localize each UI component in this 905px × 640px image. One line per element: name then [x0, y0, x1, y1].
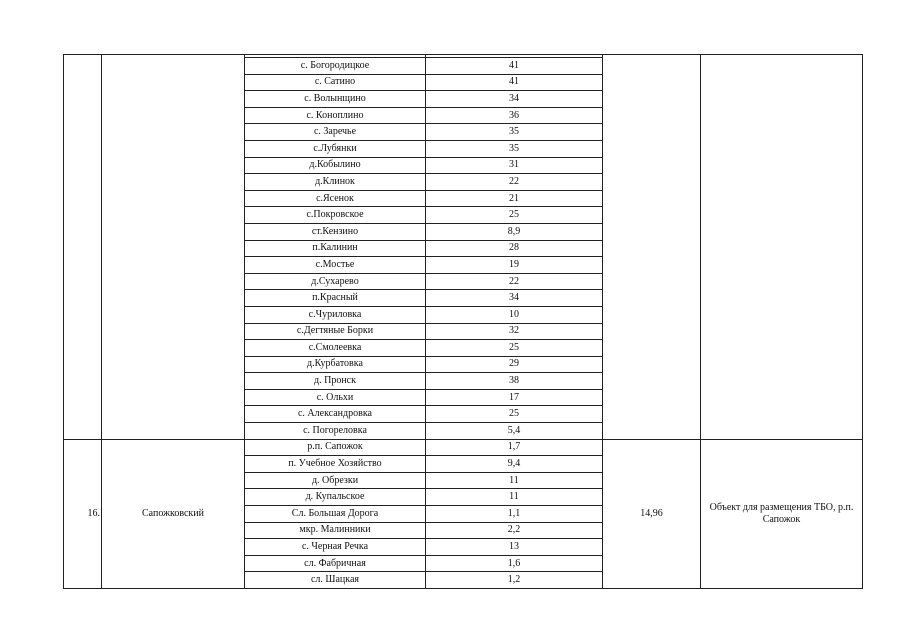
settlement-name: сл. Фабричная [245, 555, 426, 572]
settlement-distance: 25 [426, 207, 603, 224]
settlement-distance: 36 [426, 107, 603, 124]
settlement-name: п.Красный [245, 290, 426, 307]
settlement-distance: 1,2 [426, 572, 603, 589]
settlement-name: ст.Кензино [245, 223, 426, 240]
settlement-distance: 38 [426, 373, 603, 390]
settlement-distance: 41 [426, 74, 603, 91]
settlement-distance: 1,7 [426, 439, 603, 456]
settlement-distance: 19 [426, 257, 603, 274]
settlement-distance: 25 [426, 340, 603, 357]
settlement-distance: 1,1 [426, 506, 603, 523]
settlement-name: р.п. Сапожок [245, 439, 426, 456]
settlement-name: с.Лубянки [245, 140, 426, 157]
settlement-name: с. Сатино [245, 74, 426, 91]
settlement-name: с.Покровское [245, 207, 426, 224]
settlement-distance: 25 [426, 406, 603, 423]
settlement-distance: 31 [426, 157, 603, 174]
settlement-name: с. Погореловка [245, 423, 426, 440]
settlement-name: д. Пронск [245, 373, 426, 390]
settlement-distance: 17 [426, 389, 603, 406]
table-row [64, 439, 863, 456]
waste-object: Объект для размещения ТБО, р.п. Сапожок [701, 439, 863, 588]
settlement-distance: 28 [426, 240, 603, 257]
settlement-name: с.Ясенок [245, 190, 426, 207]
settlement-distance: 10 [426, 306, 603, 323]
settlement-distance: 2,2 [426, 522, 603, 539]
settlement-name: п. Учебное Хозяйство [245, 456, 426, 473]
settlement-name: Сл. Большая Дорога [245, 506, 426, 523]
settlement-name: д.Клинок [245, 174, 426, 191]
settlement-name: п.Калинин [245, 240, 426, 257]
average-distance-cell [603, 55, 701, 440]
settlement-name: д.Сухарево [245, 273, 426, 290]
settlement-distance: 5,4 [426, 423, 603, 440]
settlement-name: д. Купальское [245, 489, 426, 506]
settlement-distance: 22 [426, 273, 603, 290]
settlement-name: с. Коноплино [245, 107, 426, 124]
settlement-name: д. Обрезки [245, 472, 426, 489]
settlement-distance: 41 [426, 58, 603, 75]
settlement-distance: 8,9 [426, 223, 603, 240]
settlement-distance: 34 [426, 290, 603, 307]
row-number: 16. [64, 439, 102, 588]
district-cell [102, 55, 245, 440]
settlement-distance: 13 [426, 539, 603, 556]
settlement-distance: 11 [426, 472, 603, 489]
settlement-name: с. Богородицкое [245, 58, 426, 75]
district-name: Сапожковский [102, 439, 245, 588]
settlement-name: сл. Шацкая [245, 572, 426, 589]
settlement-name: д.Кобылино [245, 157, 426, 174]
settlement-name: с.Смолеевка [245, 340, 426, 357]
settlement-distance: 34 [426, 91, 603, 108]
settlement-name: с.Дегтяные Борки [245, 323, 426, 340]
settlement-name: с. Волынщино [245, 91, 426, 108]
settlement-name: с. Ольхи [245, 389, 426, 406]
settlement-name: с.Чуриловка [245, 306, 426, 323]
settlement-name: с. Черная Речка [245, 539, 426, 556]
settlement-name: д.Курбатовка [245, 356, 426, 373]
settlement-name: с. Александровка [245, 406, 426, 423]
settlement-distance: 11 [426, 489, 603, 506]
settlement-distance: 22 [426, 174, 603, 191]
settlement-name: с. Заречье [245, 124, 426, 141]
settlement-distance: 29 [426, 356, 603, 373]
settlement-distance: 1,6 [426, 555, 603, 572]
settlement-distance: 32 [426, 323, 603, 340]
row-number-cell [64, 55, 102, 440]
settlement-distance: 35 [426, 140, 603, 157]
waste-object-cell [701, 55, 863, 440]
settlement-distance: 9,4 [426, 456, 603, 473]
settlement-name: мкр. Малинники [245, 522, 426, 539]
average-distance: 14,96 [603, 439, 701, 588]
settlement-distance: 35 [426, 124, 603, 141]
settlement-distance: 21 [426, 190, 603, 207]
settlement-name: с.Мостье [245, 257, 426, 274]
settlements-table [63, 54, 863, 589]
